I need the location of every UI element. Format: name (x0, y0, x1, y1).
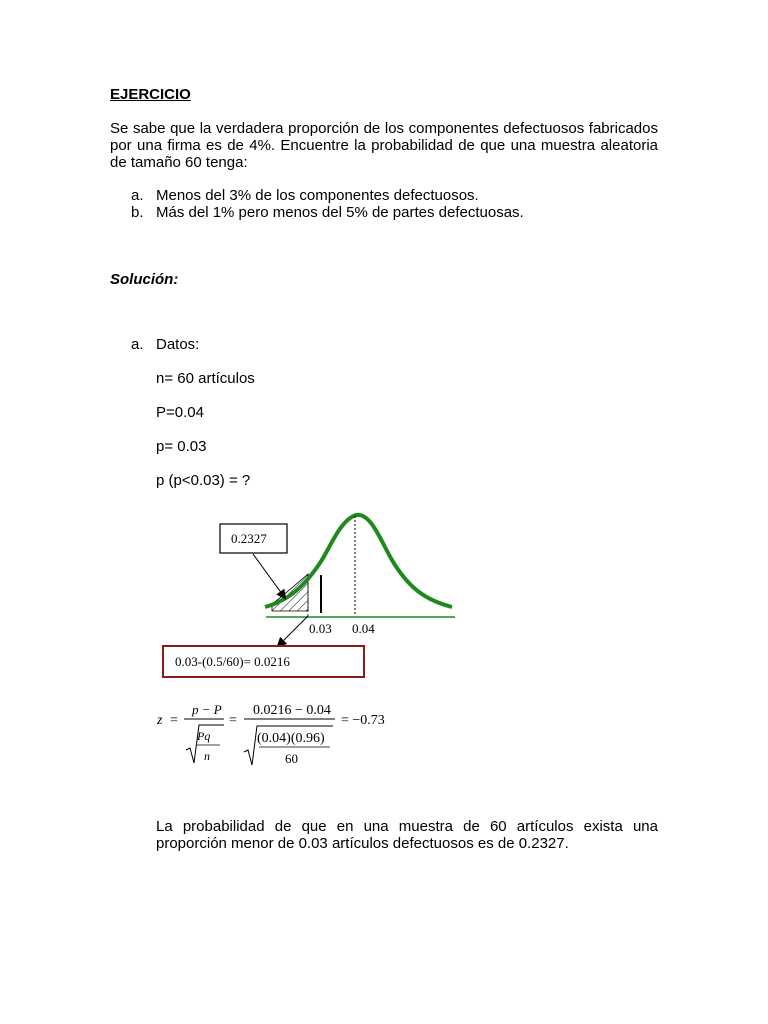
list-text: Menos del 3% de los componentes defectuosos. (156, 187, 479, 204)
sixty-text: 60 (285, 751, 298, 766)
problem-statement: Se sabe que la verdadera proporción de los componentes defectuosos fabricados por una firma es de 4%. Encuentre la probabilidad de que una muestra aleatoria de tamaño 60 tenga: (110, 120, 658, 171)
bell-curve (265, 515, 452, 607)
product-text: (0.04)(0.96) (257, 731, 325, 746)
data-line-P: P=0.04 (156, 404, 204, 421)
n-text: n (204, 749, 210, 763)
list-text: Más del 1% pero menos del 5% de partes defectuosas. (156, 204, 524, 221)
z-formula (156, 702, 385, 766)
correction-text: 0.03-(0.5/60)= 0.0216 (175, 654, 290, 669)
data-line-n: n= 60 artículos (156, 370, 255, 387)
result-text: = −0.73 (341, 713, 385, 728)
z-symbol: z (157, 713, 163, 728)
conclusion-text: La probabilidad de que en una muestra de 60 artículos exista una proporción menor de 0.03 artículos defectuosos es de 0.2327. (156, 818, 658, 852)
data-line-p: p= 0.03 (156, 438, 207, 455)
solution-heading: Solución: (110, 271, 179, 288)
numerator-values: 0.0216 − 0.04 (253, 703, 331, 718)
datos-label: Datos: (156, 336, 200, 353)
Pq-text: Pq (197, 729, 211, 743)
shaded-tail-area (272, 574, 308, 611)
axis-label-004: 0.04 (352, 621, 375, 636)
numerator-p-minus-P: p − P (192, 702, 222, 717)
callout-arrow (253, 554, 285, 598)
correction-arrow (278, 616, 308, 646)
list-marker: b. (131, 204, 144, 221)
exercise-title: EJERCICIO (110, 86, 191, 103)
part-a-marker: a. (131, 336, 144, 353)
equals-2: = (229, 713, 237, 728)
callout-value: 0.2327 (231, 531, 267, 546)
data-line-question: p (p<0.03) = ? (156, 472, 251, 489)
axis-label-003: 0.03 (309, 621, 332, 636)
equals-1: = (170, 713, 178, 728)
list-marker: a. (131, 187, 144, 204)
